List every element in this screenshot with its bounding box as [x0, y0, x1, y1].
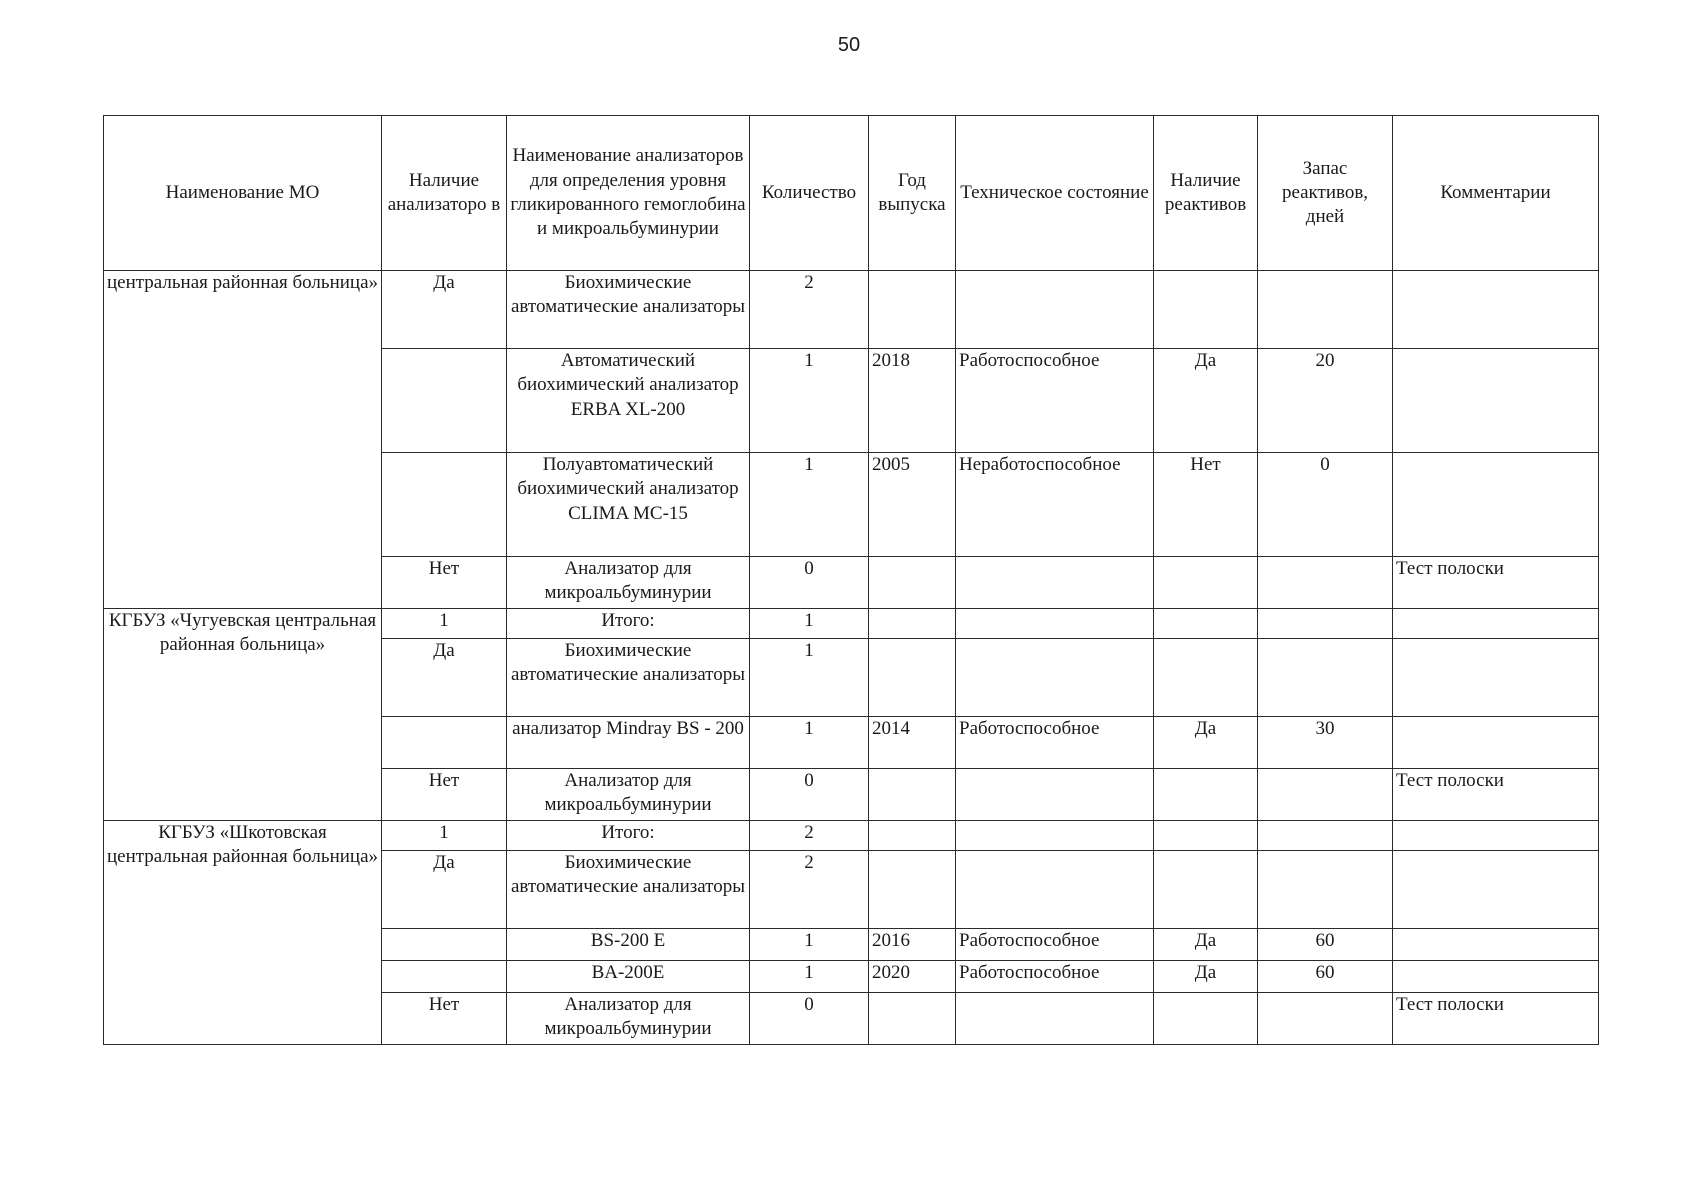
- cell-presence: 1: [382, 609, 507, 639]
- cell-year: [869, 993, 956, 1045]
- header-reagents: Наличие реактивов: [1154, 116, 1258, 271]
- cell-presence: [382, 929, 507, 961]
- header-mo: Наименование МО: [104, 116, 382, 271]
- cell-presence: [382, 349, 507, 453]
- cell-comment: [1393, 961, 1599, 993]
- table-row: [104, 609, 1599, 639]
- cell-analyzer-name: Итого:: [507, 609, 750, 639]
- cell-quantity: 1: [750, 717, 869, 769]
- cell-year: [869, 851, 956, 929]
- cell-tech-state: [956, 557, 1154, 609]
- cell-year: [869, 557, 956, 609]
- cell-presence: Нет: [382, 993, 507, 1045]
- cell-quantity: 1: [750, 639, 869, 717]
- cell-reagents: Да: [1154, 349, 1258, 453]
- cell-tech-state: [956, 851, 1154, 929]
- cell-quantity: 2: [750, 851, 869, 929]
- table-body: [104, 271, 1599, 1045]
- cell-presence: Да: [382, 851, 507, 929]
- cell-year: [869, 769, 956, 821]
- cell-reagents: [1154, 993, 1258, 1045]
- cell-quantity: 2: [750, 821, 869, 851]
- cell-reagent-stock: 20: [1258, 349, 1393, 453]
- cell-comment: Тест полоски: [1393, 769, 1599, 821]
- header-quantity: Количество: [750, 116, 869, 271]
- cell-tech-state: [956, 609, 1154, 639]
- cell-analyzer-name: Анализатор для микроальбуминурии: [507, 769, 750, 821]
- cell-comment: [1393, 639, 1599, 717]
- cell-tech-state: [956, 769, 1154, 821]
- header-has-analyzers: Наличие анализаторо в: [382, 116, 507, 271]
- cell-reagents: [1154, 609, 1258, 639]
- cell-analyzer-name: BS-200 E: [507, 929, 750, 961]
- cell-quantity: 2: [750, 271, 869, 349]
- cell-comment: [1393, 609, 1599, 639]
- cell-year: 2018: [869, 349, 956, 453]
- cell-comment: [1393, 271, 1599, 349]
- cell-year: 2020: [869, 961, 956, 993]
- cell-tech-state: [956, 639, 1154, 717]
- cell-presence: Нет: [382, 557, 507, 609]
- cell-reagents: [1154, 639, 1258, 717]
- cell-tech-state: Работоспособное: [956, 929, 1154, 961]
- cell-reagent-stock: [1258, 851, 1393, 929]
- cell-reagents: [1154, 769, 1258, 821]
- cell-quantity: 1: [750, 609, 869, 639]
- cell-reagent-stock: 60: [1258, 961, 1393, 993]
- cell-analyzer-name: Итого:: [507, 821, 750, 851]
- cell-analyzer-name: анализатор Mindray BS - 200: [507, 717, 750, 769]
- cell-reagents: Да: [1154, 961, 1258, 993]
- cell-comment: [1393, 349, 1599, 453]
- cell-reagents: [1154, 821, 1258, 851]
- cell-analyzer-name: Биохимические автоматические анализаторы: [507, 851, 750, 929]
- cell-tech-state: Работоспособное: [956, 961, 1154, 993]
- cell-year: [869, 271, 956, 349]
- cell-presence: [382, 961, 507, 993]
- cell-reagents: Да: [1154, 929, 1258, 961]
- cell-tech-state: Работоспособное: [956, 717, 1154, 769]
- cell-comment: [1393, 851, 1599, 929]
- cell-comment: [1393, 453, 1599, 557]
- table-row: [104, 821, 1599, 851]
- cell-reagents: [1154, 851, 1258, 929]
- cell-year: 2016: [869, 929, 956, 961]
- header-tech-state: Техническое состояние: [956, 116, 1154, 271]
- cell-presence: Нет: [382, 769, 507, 821]
- cell-quantity: 1: [750, 961, 869, 993]
- cell-analyzer-name: Анализатор для микроальбуминурии: [507, 557, 750, 609]
- table-row: [104, 271, 1599, 349]
- cell-presence: [382, 453, 507, 557]
- cell-tech-state: [956, 993, 1154, 1045]
- cell-reagent-stock: [1258, 769, 1393, 821]
- cell-analyzer-name: Автоматический биохимический анализатор ERBA XL-200: [507, 349, 750, 453]
- cell-tech-state: Работоспособное: [956, 349, 1154, 453]
- cell-presence: 1: [382, 821, 507, 851]
- cell-comment: [1393, 821, 1599, 851]
- cell-reagent-stock: [1258, 639, 1393, 717]
- cell-reagent-stock: [1258, 821, 1393, 851]
- cell-quantity: 0: [750, 769, 869, 821]
- cell-mo-name: центральная районная больница»: [104, 271, 382, 609]
- cell-reagent-stock: [1258, 271, 1393, 349]
- cell-mo-name: КГБУЗ «Шкотовская центральная районная больница»: [104, 821, 382, 1045]
- header-reagent-stock: Запас реактивов, дней: [1258, 116, 1393, 271]
- cell-presence: Да: [382, 271, 507, 349]
- analyzers-table: [103, 115, 1599, 1045]
- cell-quantity: 1: [750, 929, 869, 961]
- header-analyzer-name: Наименование анализаторов для определения уровня гликированного гемоглобина и микроальбуминурии: [507, 116, 750, 271]
- cell-comment: Тест полоски: [1393, 993, 1599, 1045]
- cell-year: [869, 609, 956, 639]
- page-number: 50: [837, 34, 861, 56]
- cell-reagent-stock: [1258, 557, 1393, 609]
- cell-comment: Тест полоски: [1393, 557, 1599, 609]
- cell-reagent-stock: 30: [1258, 717, 1393, 769]
- header-year: Год выпуска: [869, 116, 956, 271]
- cell-presence: Да: [382, 639, 507, 717]
- cell-reagents: Да: [1154, 717, 1258, 769]
- cell-comment: [1393, 717, 1599, 769]
- cell-year: [869, 821, 956, 851]
- cell-mo-name: КГБУЗ «Чугуевская центральная районная больница»: [104, 609, 382, 821]
- cell-comment: [1393, 929, 1599, 961]
- cell-reagent-stock: [1258, 993, 1393, 1045]
- cell-analyzer-name: Анализатор для микроальбуминурии: [507, 993, 750, 1045]
- cell-analyzer-name: BA-200E: [507, 961, 750, 993]
- cell-reagent-stock: 0: [1258, 453, 1393, 557]
- cell-presence: [382, 717, 507, 769]
- cell-analyzer-name: Биохимические автоматические анализаторы: [507, 639, 750, 717]
- cell-quantity: 0: [750, 993, 869, 1045]
- cell-year: [869, 639, 956, 717]
- cell-reagents: [1154, 271, 1258, 349]
- cell-tech-state: Неработоспособное: [956, 453, 1154, 557]
- header-comments: Комментарии: [1393, 116, 1599, 271]
- cell-analyzer-name: Биохимические автоматические анализаторы: [507, 271, 750, 349]
- cell-year: 2005: [869, 453, 956, 557]
- cell-analyzer-name: Полуавтоматический биохимический анализатор CLIMA MC-15: [507, 453, 750, 557]
- cell-quantity: 0: [750, 557, 869, 609]
- cell-tech-state: [956, 821, 1154, 851]
- cell-quantity: 1: [750, 349, 869, 453]
- cell-reagents: [1154, 557, 1258, 609]
- cell-reagent-stock: 60: [1258, 929, 1393, 961]
- cell-quantity: 1: [750, 453, 869, 557]
- cell-reagents: Нет: [1154, 453, 1258, 557]
- cell-tech-state: [956, 271, 1154, 349]
- cell-year: 2014: [869, 717, 956, 769]
- cell-reagent-stock: [1258, 609, 1393, 639]
- header-row: [104, 116, 1599, 271]
